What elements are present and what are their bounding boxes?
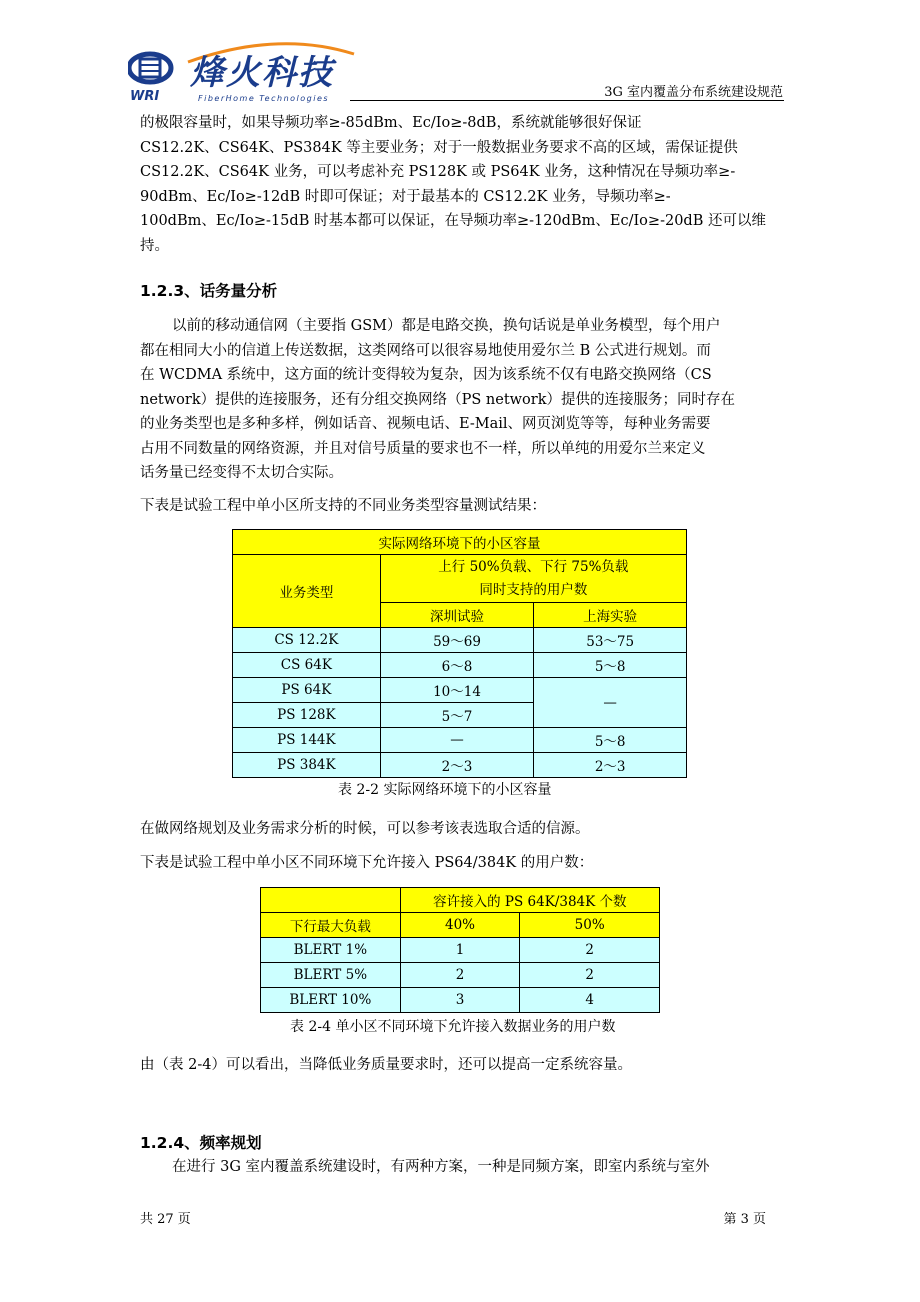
table-row [233, 728, 687, 753]
traffic-paragraph [140, 314, 780, 486]
conclusion-paragraph: 由（表 2-4）可以看出，当降低业务质量要求时，还可以提高一定系统容量。 [140, 1057, 632, 1073]
table-row [233, 753, 687, 778]
between-tables-line1: 在做网络规划及业务需求分析的时候，可以参考该表选取合适的信源。 [140, 821, 590, 837]
intro-line: CS12.2K、CS64K、PS384K 等主要业务；对于一般数据业务要求不高的区域，需保证提供 [140, 139, 738, 156]
cell-capacity-table [232, 529, 687, 778]
traffic-line: 以前的移动通信网（主要指 GSM）都是电路交换，换句话说是单业务模型，每个用户 [172, 318, 721, 334]
table1-service-cell: CS 64K [233, 653, 381, 678]
table1-service-cell: PS 64K [233, 678, 381, 703]
table-row [261, 963, 660, 988]
intro-line: 90dBm、Ec/Io≥-12dB 时即可保证；对于最基本的 CS12.2K 业务，导频功率≥- [140, 188, 671, 205]
logo-badge-text: WRI [130, 89, 160, 104]
frequency-paragraph [140, 1155, 780, 1180]
table2-label-cell: BLERT 10% [261, 988, 401, 1013]
traffic-line: 都在相同大小的信道上传送数据，这类网络可以很容易地使用爱尔兰 B 公式进行规划。而 [140, 342, 711, 359]
table1-sh-cell: — [534, 678, 687, 728]
table1-header-load [380, 555, 686, 603]
data-users-table [260, 887, 660, 1013]
table1-header-service: 业务类型 [233, 555, 381, 628]
table1-service-cell: PS 128K [233, 703, 381, 728]
table1-service-cell: CS 12.2K [233, 628, 381, 653]
table-row [233, 653, 687, 678]
logo-chinese-name: 烽火科技 [190, 53, 334, 93]
traffic-line: 的业务类型也是多种多样，例如话音、视频电话、E-Mail、网页浏览等等，每种业务需要 [140, 416, 711, 432]
table1-service-cell: PS 144K [233, 728, 381, 753]
table2-header-load: 下行最大负载 [261, 913, 401, 938]
wri-badge-icon [129, 54, 171, 104]
document-title: 3G 室内覆盖分布系统建设规范 [604, 85, 783, 100]
table2-caption: 表 2-4 单小区不同环境下允许接入数据业务的用户数 [290, 1019, 616, 1035]
traffic-line: 占用不同数量的网络资源，并且对信号质量的要求也不一样，所以单纯的用爱尔兰来定义 [140, 440, 706, 457]
table2-40-cell: 1 [400, 938, 520, 963]
table2-label-cell: BLERT 5% [261, 963, 401, 988]
footer-page-number: 第 3 页 [723, 1212, 766, 1227]
table-row [261, 938, 660, 963]
table1-sh-cell: 5～8 [534, 728, 687, 753]
table2-40-cell: 2 [400, 963, 520, 988]
intro-line: 持。 [140, 237, 169, 254]
section-heading-frequency: 1.2.4、频率规划 [140, 1134, 262, 1152]
table1-header-load-line1: 上行 50%负载、下行 75%负载 [438, 558, 629, 575]
section-heading-traffic: 1.2.3、话务量分析 [140, 282, 278, 300]
table1-sh-cell: 5～8 [534, 653, 687, 678]
table1-title: 实际网络环境下的小区容量 [233, 530, 687, 555]
table2-label-cell: BLERT 1% [261, 938, 401, 963]
table-row [261, 988, 660, 1013]
fiberhome-logo [128, 40, 360, 104]
traffic-line: network）提供的连接服务，还有分组交换网络（PS network）提供的连接服务；同时存在 [140, 391, 736, 408]
table2-50-cell: 2 [520, 938, 660, 963]
intro-paragraph [140, 111, 780, 258]
table2-title: 容许接入的 PS 64K/384K 个数 [400, 888, 659, 913]
table1-sh-cell: 53～75 [534, 628, 687, 653]
table1-sh-cell: 2～3 [534, 753, 687, 778]
table-row [233, 678, 687, 703]
table2-50-cell: 4 [520, 988, 660, 1013]
intro-line: 的极限容量时，如果导频功率≥-85dBm、Ec/Io≥-8dB，系统就能够很好保证 [140, 115, 642, 131]
table1-intro: 下表是试验工程中单小区所支持的不同业务类型容量测试结果： [140, 498, 546, 514]
intro-line: CS12.2K、CS64K 业务，可以考虑补充 PS128K 或 PS64K 业务，这种情况在导频功率≥- [140, 164, 736, 180]
table2-corner-cell [261, 888, 401, 913]
traffic-line: 话务量已经变得不太切合实际。 [140, 465, 343, 481]
frequency-line: 在进行 3G 室内覆盖系统建设时，有两种方案，一种是同频方案，即室内系统与室外 [172, 1159, 710, 1175]
table1-header-shanghai: 上海实验 [534, 603, 687, 628]
table1-sz-cell: 59～69 [380, 628, 534, 653]
table1-sz-cell: — [380, 728, 534, 753]
table2-header-40: 40% [400, 913, 520, 938]
table1-caption: 表 2-2 实际网络环境下的小区容量 [338, 782, 552, 798]
intro-line: 100dBm、Ec/Io≥-15dB 时基本都可以保证，在导频功率≥-120dBm、Ec/Io≥-20dB 还可以维 [140, 213, 766, 229]
table1-sz-cell: 5～7 [380, 703, 534, 728]
table1-header-load-line2: 同时支持的用户数 [479, 581, 588, 598]
header-divider [350, 100, 784, 101]
table1-header-shenzhen: 深圳试验 [380, 603, 534, 628]
table2-header-50: 50% [520, 913, 660, 938]
table2-50-cell: 2 [520, 963, 660, 988]
table1-sz-cell: 10～14 [380, 678, 534, 703]
table1-sz-cell: 2～3 [380, 753, 534, 778]
table-row [233, 628, 687, 653]
traffic-line: 在 WCDMA 系统中，这方面的统计变得较为复杂，因为该系统不仅有电路交换网络（CS [140, 367, 712, 383]
table2-40-cell: 3 [400, 988, 520, 1013]
footer-total-pages: 共 27 页 [140, 1212, 191, 1227]
logo-english-name: FiberHome Technologies [198, 94, 330, 103]
table1-sz-cell: 6～8 [380, 653, 534, 678]
table1-service-cell: PS 384K [233, 753, 381, 778]
between-tables-line2: 下表是试验工程中单小区不同环境下允许接入 PS64/384K 的用户数： [140, 855, 594, 871]
